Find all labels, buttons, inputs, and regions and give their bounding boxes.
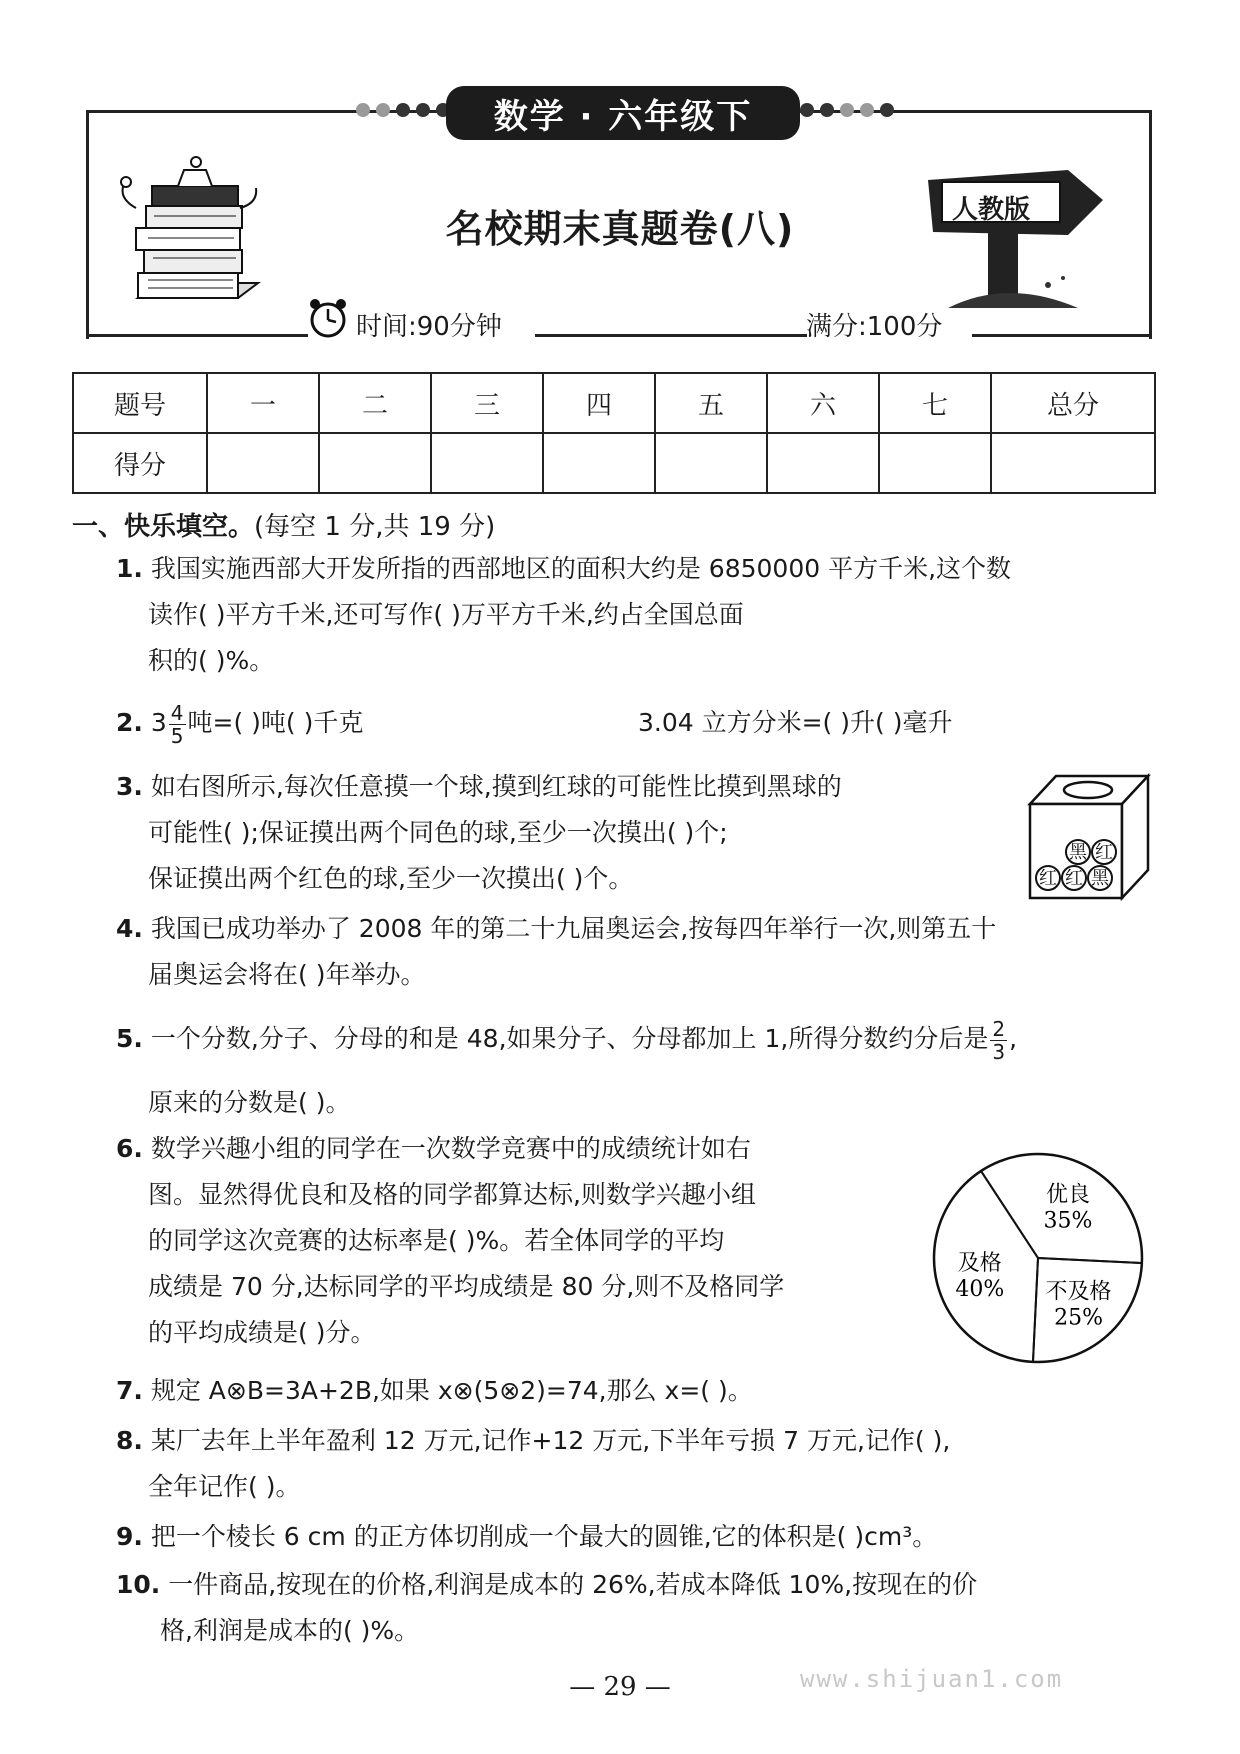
question-text: 的平均成绩是( )分。	[148, 1318, 376, 1347]
clock-icon	[306, 296, 350, 340]
question-text: 3.04 立方分米=( )升( )毫升	[638, 708, 953, 737]
question-text: 积的( )%。	[148, 646, 275, 675]
ball-label: 黑	[1091, 868, 1109, 889]
question-number: 2.	[116, 708, 143, 737]
question-number: 10.	[116, 1570, 161, 1599]
question-text: 规定 A⊗B=3A+2B,如果 x⊗(5⊗2)=74,那么 x=( )。	[150, 1376, 753, 1405]
table-cell: 七	[879, 373, 991, 433]
pie-slice-label: 优良	[1045, 1182, 1090, 1208]
score-entry-cell[interactable]	[543, 433, 655, 493]
question-7	[116, 1368, 753, 1414]
table-cell: 一	[207, 373, 319, 433]
score-table-header-row	[73, 373, 1155, 433]
question-6	[116, 1126, 751, 1172]
question-text: 可能性( );保证摸出两个同色的球,至少一次摸出( )个;	[148, 818, 728, 847]
banner-dots-left	[356, 103, 450, 117]
question-number: 9.	[116, 1522, 143, 1551]
frame-line	[86, 334, 308, 337]
score-entry-cell[interactable]	[991, 433, 1155, 493]
question-text: 把一个棱长 6 cm 的正方体切削成一个最大的圆锥,它的体积是( )cm³。	[150, 1522, 938, 1551]
question-number: 4.	[116, 914, 143, 943]
page-number: — 29 —	[569, 1672, 671, 1702]
score-entry-cell[interactable]	[207, 433, 319, 493]
ball-label: 黑	[1069, 842, 1087, 863]
fraction-denominator: 5	[170, 723, 184, 748]
question-text: 我国已成功举办了 2008 年的第二十九届奥运会,按每四年举行一次,则第五十	[150, 914, 997, 943]
exam-time: 时间:90分钟	[356, 312, 502, 342]
question-4	[116, 906, 996, 952]
punctuation: ,	[1009, 1024, 1018, 1053]
pie-slice-value: 40%	[955, 1276, 1005, 1302]
question-number: 6.	[116, 1134, 143, 1163]
ball-label: 红	[1039, 868, 1057, 889]
question-text: 届奥运会将在( )年举办。	[148, 960, 426, 989]
table-cell: 二	[319, 373, 431, 433]
fraction-denominator: 3	[992, 1039, 1006, 1064]
question-text: 吨=( )吨( )千克	[187, 708, 364, 737]
subject-banner: 数学 · 六年级下	[446, 86, 800, 140]
section-note: (每空 1 分,共 19 分)	[254, 512, 496, 542]
exam-title: 名校期末真题卷(八)	[445, 207, 795, 251]
question-1	[116, 546, 1011, 592]
question-text: 一件商品,按现在的价格,利润是成本的 26%,若成本降低 10%,按现在的价	[168, 1570, 978, 1599]
mixed-number-whole: 3	[150, 708, 167, 737]
question-text: 如右图所示,每次任意摸一个球,摸到红球的可能性比摸到黑球的	[150, 772, 842, 801]
score-table-score-row	[73, 433, 1155, 493]
table-cell: 三	[431, 373, 543, 433]
frame-line	[972, 334, 1149, 337]
edition-signpost	[918, 160, 1118, 320]
question-text: 原来的分数是( )。	[148, 1088, 351, 1117]
fraction-numerator: 4	[170, 700, 184, 725]
question-text: 某厂去年上半年盈利 12 万元,记作+12 万元,下半年亏损 7 万元,记作( ),	[150, 1426, 951, 1455]
question-10	[116, 1562, 977, 1608]
question-text: 格,利润是成本的( )%。	[160, 1616, 420, 1645]
score-entry-cell[interactable]	[767, 433, 879, 493]
edition-label: 人教版	[952, 195, 1031, 225]
question-text: 图。显然得优良和及格的同学都算达标,则数学兴趣小组	[148, 1180, 756, 1209]
question-text: 我国实施西部大开发所指的西部地区的面积大约是 6850000 平方千米,这个数	[150, 554, 1012, 583]
question-2	[116, 700, 363, 747]
question-5	[116, 1016, 1017, 1063]
pie-slice-value: 25%	[1054, 1305, 1103, 1331]
frame-line	[535, 334, 807, 337]
question-text: 读作( )平方千米,还可写作( )万平方千米,约占全国总面	[148, 600, 744, 629]
table-cell: 得分	[73, 433, 207, 493]
question-number: 5.	[116, 1024, 143, 1053]
pie-slice-value: 35%	[1043, 1208, 1093, 1234]
section-heading	[72, 506, 495, 543]
pie-slice-label: 及格	[957, 1250, 1002, 1276]
pie-slice-label: 不及格	[1045, 1279, 1112, 1305]
question-text: 数学兴趣小组的同学在一次数学竞赛中的成绩统计如右	[150, 1134, 751, 1163]
table-cell: 五	[655, 373, 767, 433]
question-number: 1.	[116, 554, 143, 583]
banner-dots-right	[800, 103, 894, 117]
question-3	[116, 764, 842, 810]
score-table	[72, 372, 1156, 494]
question-text: 的同学这次竞赛的达标率是( )%。若全体同学的平均	[148, 1226, 725, 1255]
question-number: 3.	[116, 772, 143, 801]
ball-box-figure	[1026, 770, 1152, 902]
fraction	[169, 702, 186, 747]
question-8	[116, 1418, 950, 1464]
table-cell: 总分	[991, 373, 1155, 433]
question-text: 保证摸出两个红色的球,至少一次摸出( )个。	[148, 864, 634, 893]
ball-label: 红	[1095, 842, 1113, 863]
table-cell: 题号	[73, 373, 207, 433]
question-9	[116, 1514, 937, 1560]
question-number: 8.	[116, 1426, 143, 1455]
score-entry-cell[interactable]	[431, 433, 543, 493]
score-entry-cell[interactable]	[655, 433, 767, 493]
fraction-numerator: 2	[992, 1016, 1006, 1041]
fraction	[990, 1018, 1007, 1063]
table-cell: 六	[767, 373, 879, 433]
score-entry-cell[interactable]	[319, 433, 431, 493]
table-cell: 四	[543, 373, 655, 433]
score-entry-cell[interactable]	[879, 433, 991, 493]
watermark: www.shijuan1.com	[800, 1665, 1064, 1693]
question-text: 全年记作( )。	[148, 1472, 301, 1501]
section-title: 一、快乐填空。	[72, 512, 255, 542]
question-number: 7.	[116, 1376, 143, 1405]
score-pie-chart	[928, 1148, 1148, 1368]
full-score: 满分:100分	[806, 312, 943, 342]
ball-label: 红	[1065, 868, 1083, 889]
question-text: 一个分数,分子、分母的和是 48,如果分子、分母都加上 1,所得分数约分后是	[150, 1024, 989, 1053]
question-text: 成绩是 70 分,达标同学的平均成绩是 80 分,则不及格同学	[148, 1272, 785, 1301]
